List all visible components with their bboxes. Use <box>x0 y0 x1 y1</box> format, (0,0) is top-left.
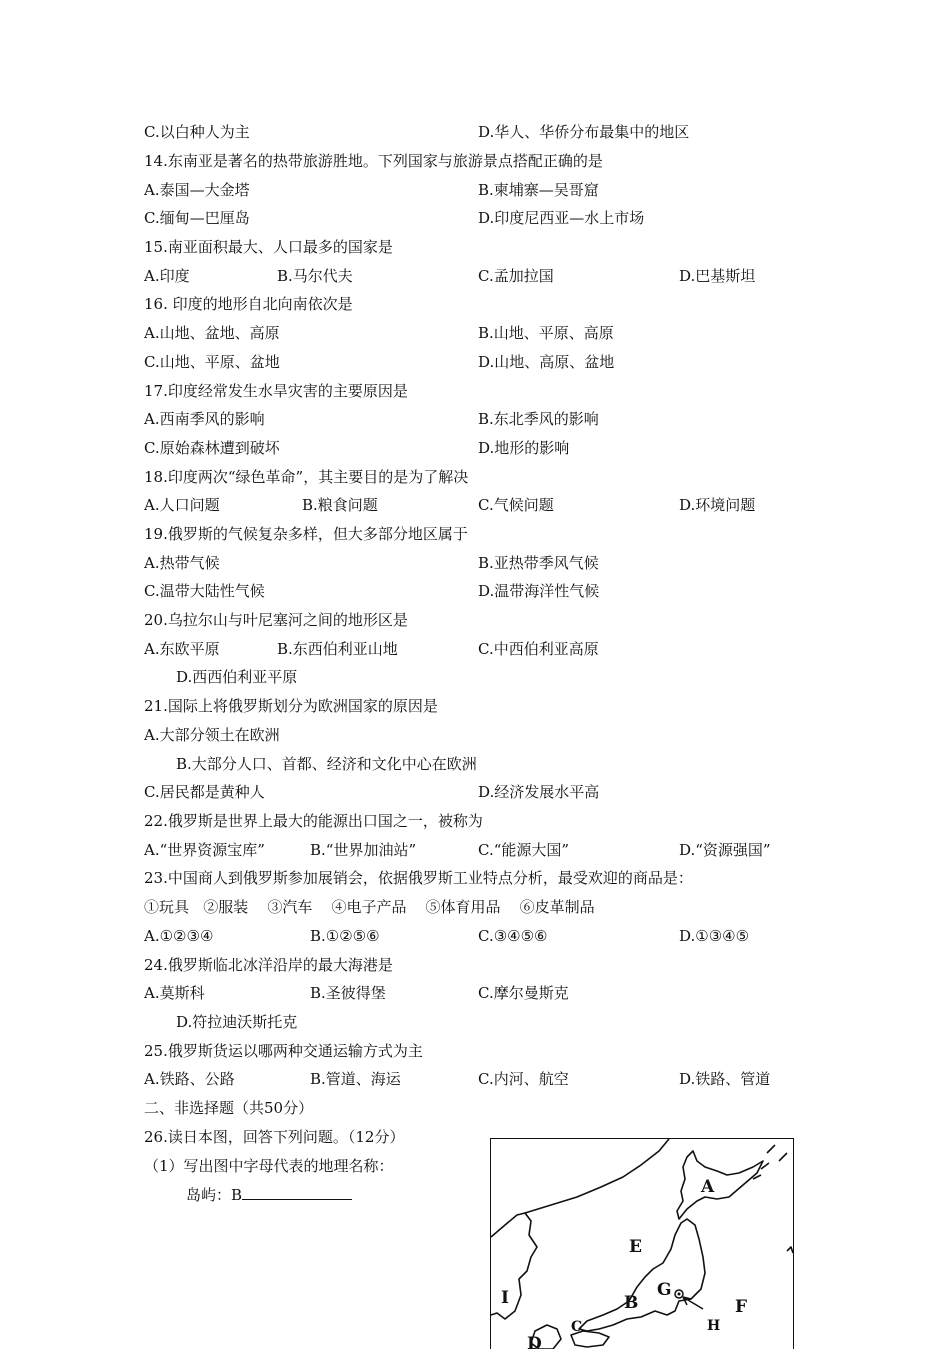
map-label-e: E <box>629 1237 642 1257</box>
q18-option-a: A.人口问题 <box>144 496 220 514</box>
arrow-h <box>683 1297 703 1309</box>
q21-option-a: A.大部分领土在欧洲 <box>144 726 280 744</box>
q15-option-b: B.马尔代夫 <box>277 267 353 285</box>
q14-option-c: C.缅甸—巴厘岛 <box>144 209 250 227</box>
q19-option-c: C.温带大陆性气候 <box>144 582 265 600</box>
q15-stem: 15.南亚面积最大、人口最多的国家是 <box>144 238 393 256</box>
map-label-h: H <box>707 1318 721 1334</box>
map-label-d: D <box>527 1334 542 1349</box>
q25-option-c: C.内河、航空 <box>478 1070 569 1088</box>
q25-option-a: A.铁路、公路 <box>144 1070 235 1088</box>
honshu-outline <box>579 1219 705 1331</box>
q21-stem: 21.国际上将俄罗斯划分为欧洲国家的原因是 <box>144 697 438 715</box>
q14-option-d: D.印度尼西亚—水上市场 <box>478 209 645 227</box>
mainland-north-coast <box>525 1139 669 1213</box>
q16-option-d: D.山地、高原、盆地 <box>478 353 615 371</box>
q19-option-d: D.温带海洋性气候 <box>478 582 600 600</box>
q21-option-b: B.大部分人口、首都、经济和文化中心在欧洲 <box>176 755 477 773</box>
q23-stem: 23.中国商人到俄罗斯参加展销会，依据俄罗斯工业特点分析，最受欢迎的商品是： <box>144 869 693 887</box>
q20-option-a: A.东欧平原 <box>144 640 220 658</box>
q23-option-a: A.①②③④ <box>144 927 214 945</box>
q16-option-b: B.山地、平原、高原 <box>478 324 614 342</box>
q20-option-b: B.东西伯利亚山地 <box>277 640 398 658</box>
q21-option-c: C.居民都是黄种人 <box>144 783 265 801</box>
q13-option-d: D.华人、华侨分布最集中的地区 <box>478 123 690 141</box>
q22-option-b: B.“世界加油站” <box>310 841 417 859</box>
q21-option-d: D.经济发展水平高 <box>478 783 600 801</box>
q24-stem: 24.俄罗斯临北冰洋沿岸的最大海港是 <box>144 956 393 974</box>
q26-island-answer <box>186 1185 352 1205</box>
q26-island-label: 岛屿：B <box>186 1186 243 1204</box>
q23-option-c: C.③④⑤⑥ <box>478 927 548 945</box>
mainland-coast <box>491 1213 537 1319</box>
q23-items: ①玩具 ②服装 ③汽车 ④电子产品 ⑤体育用品 ⑥皮革制品 <box>144 898 595 916</box>
q20-option-c: C.中西伯利亚高原 <box>478 640 599 658</box>
map-label-f: F <box>735 1297 748 1317</box>
q24-option-a: A.莫斯科 <box>144 984 205 1002</box>
q18-option-d: D.环境问题 <box>679 496 756 514</box>
answer-blank[interactable] <box>242 1185 352 1200</box>
q19-stem: 19.俄罗斯的气候复杂多样，但大多部分地区属于 <box>144 525 468 543</box>
q20-stem: 20.乌拉尔山与叶尼塞河之间的地形区是 <box>144 611 408 629</box>
q22-option-c: C.“能源大国” <box>478 841 570 859</box>
small-island <box>787 1247 793 1253</box>
q16-option-c: C.山地、平原、盆地 <box>144 353 280 371</box>
q19-option-b: B.亚热带季风气候 <box>478 554 599 572</box>
q23-option-b: B.①②⑤⑥ <box>310 927 380 945</box>
q26-stem: 26.读日本图，回答下列问题。（12分） <box>144 1128 405 1146</box>
q24-option-c: C.摩尔曼斯克 <box>478 984 569 1002</box>
q18-option-c: C.气候问题 <box>478 496 554 514</box>
q15-option-a: A.印度 <box>144 267 190 285</box>
map-label-a: A <box>701 1177 715 1197</box>
map-label-g: G <box>657 1280 672 1300</box>
q18-stem: 18.印度两次“绿色革命”，其主要目的是为了解决 <box>144 468 469 486</box>
q16-option-a: A.山地、盆地、高原 <box>144 324 280 342</box>
q26-part1: （1）写出图中字母代表的地理名称： <box>144 1157 394 1175</box>
q18-option-b: B.粮食问题 <box>302 496 378 514</box>
q14-option-b: B.柬埔寨—吴哥窟 <box>478 181 599 199</box>
q25-option-b: B.管道、海运 <box>310 1070 401 1088</box>
map-label-b: B <box>624 1293 639 1313</box>
q20-option-d: D.西西伯利亚平原 <box>176 668 298 686</box>
q14-option-a: A.泰国—大金塔 <box>144 181 250 199</box>
q25-stem: 25.俄罗斯货运以哪两种交通运输方式为主 <box>144 1042 423 1060</box>
kuril-islands <box>753 1145 787 1179</box>
q17-stem: 17.印度经常发生水旱灾害的主要原因是 <box>144 382 408 400</box>
q13-option-c: C.以白种人为主 <box>144 123 250 141</box>
japan-map-drawing <box>491 1139 793 1349</box>
q25-option-d: D.铁路、管道 <box>679 1070 771 1088</box>
map-label-i: I <box>501 1288 509 1308</box>
q24-option-d: D.符拉迪沃斯托克 <box>176 1013 298 1031</box>
q14-stem: 14.东南亚是著名的热带旅游胜地。下列国家与旅游景点搭配正确的是 <box>144 152 603 170</box>
q22-stem: 22.俄罗斯是世界上最大的能源出口国之一，被称为 <box>144 812 483 830</box>
q15-option-c: C.孟加拉国 <box>478 267 554 285</box>
map-label-c: C <box>571 1319 583 1335</box>
section-2-heading: 二、非选择题（共50分） <box>144 1099 314 1117</box>
q24-option-b: B.圣彼得堡 <box>310 984 386 1002</box>
japan-map <box>490 1138 794 1349</box>
q16-stem: 16. 印度的地形自北向南依次是 <box>144 295 353 313</box>
hokkaido-outline <box>677 1151 763 1219</box>
q15-option-d: D.巴基斯坦 <box>679 267 756 285</box>
q17-option-d: D.地形的影响 <box>478 439 570 457</box>
q22-option-d: D.“资源强国” <box>679 841 771 859</box>
q17-option-c: C.原始森林遭到破坏 <box>144 439 280 457</box>
q23-option-d: D.①③④⑤ <box>679 927 750 945</box>
q17-option-a: A.西南季风的影响 <box>144 410 265 428</box>
q19-option-a: A.热带气候 <box>144 554 220 572</box>
q22-option-a: A.“世界资源宝库” <box>144 841 265 859</box>
q17-option-b: B.东北季风的影响 <box>478 410 599 428</box>
